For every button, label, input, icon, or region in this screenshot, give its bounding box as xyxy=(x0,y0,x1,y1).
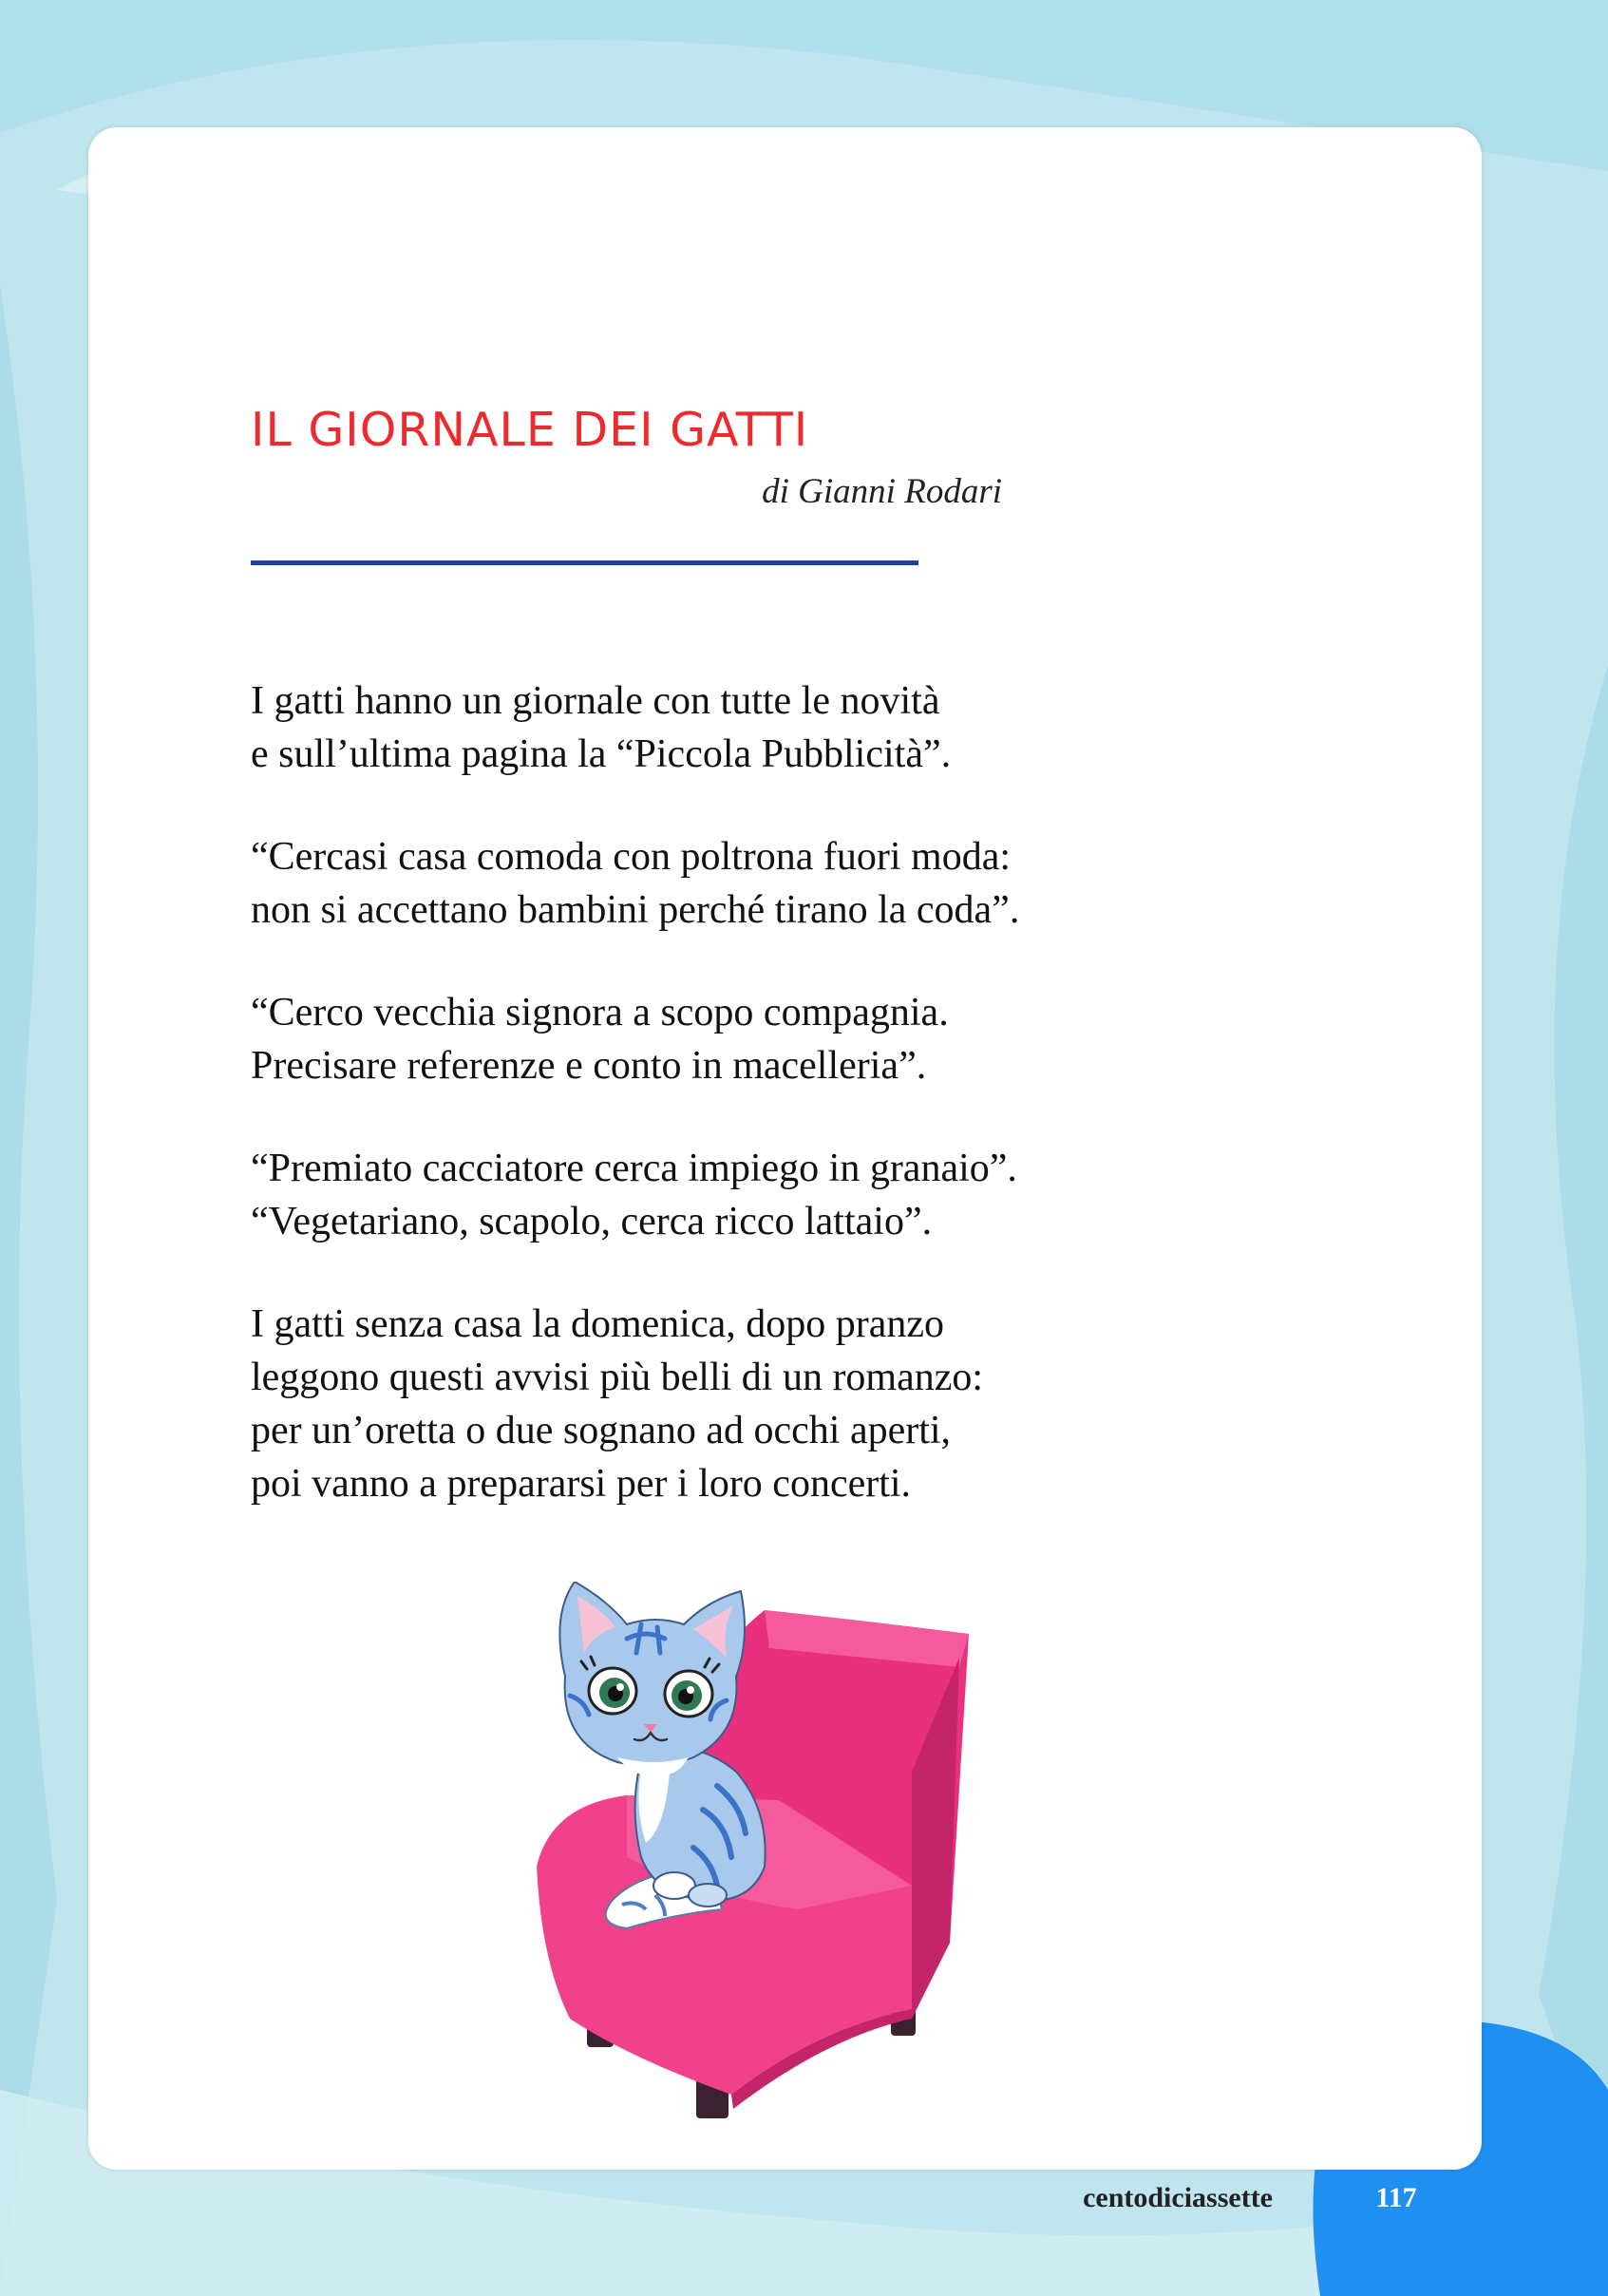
stanza xyxy=(251,1298,1201,1510)
poem-line: “Cercasi casa comoda con poltrona fuori moda: xyxy=(251,835,1012,879)
poem-body xyxy=(251,674,1201,1560)
poem-title: IL GIORNALE DEI GATTI xyxy=(251,403,809,457)
poem-line: “Premiato cacciatore cerca impiego in granaio”. xyxy=(251,1147,1017,1190)
poem-line: “Vegetariano, scapolo, cerca ricco lattaio”. xyxy=(251,1200,933,1243)
page-number-label: centodiciassette xyxy=(1083,2182,1273,2213)
poem-line: poi vanno a prepararsi per i loro concerti. xyxy=(251,1462,912,1506)
poem-line: per un’oretta o due sognano ad occhi aperti, xyxy=(251,1409,952,1452)
poem-author: di Gianni Rodari xyxy=(762,472,1002,511)
stanza xyxy=(251,986,1201,1092)
stanza xyxy=(251,830,1201,937)
poem-line: leggono questi avvisi più belli di un romanzo: xyxy=(251,1356,984,1399)
poem-line: non si accettano bambini perché tirano la coda”. xyxy=(251,888,1020,932)
title-rule xyxy=(251,560,918,565)
poem-line: Precisare referenze e conto in macelleria”. xyxy=(251,1044,927,1088)
page-number: 117 xyxy=(1375,2182,1417,2213)
poem-line: I gatti hanno un giornale con tutte le novità xyxy=(251,679,940,723)
poem-line: “Cerco vecchia signora a scopo compagnia. xyxy=(251,991,949,1034)
poem-line: e sull’ultima pagina la “Piccola Pubblicità”. xyxy=(251,732,952,776)
stanza xyxy=(251,674,1201,781)
stanza xyxy=(251,1142,1201,1248)
poem-line: I gatti senza casa la domenica, dopo pranzo xyxy=(251,1302,945,1346)
cat-on-armchair-icon xyxy=(513,1582,1026,2133)
